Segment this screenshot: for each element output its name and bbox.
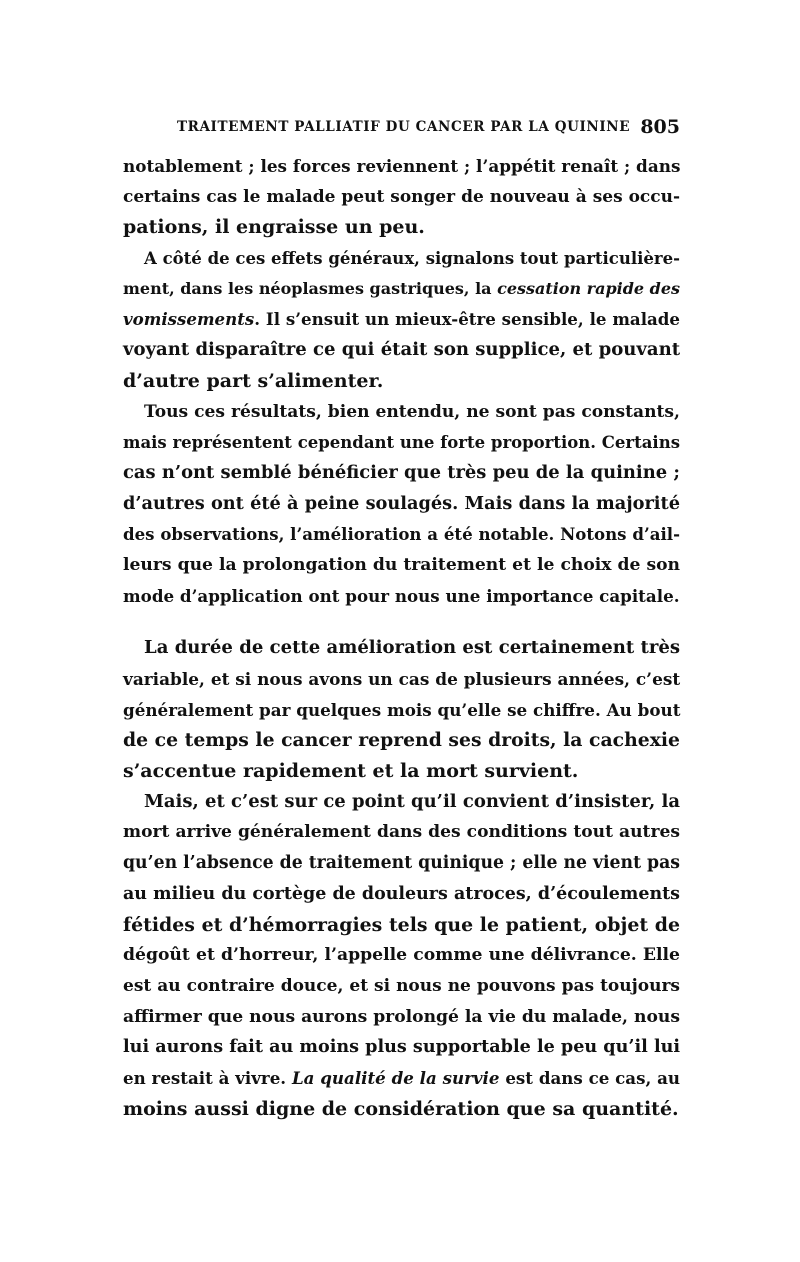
text-line: Mais, et c’est sur ce point qu’il convient d’insister, la (144, 790, 681, 812)
text-line: notablement ; les forces reviennent ; l’appétit renaît ; dans (123, 156, 681, 176)
paragraph-4 (123, 633, 680, 786)
text-line (123, 274, 680, 305)
text-line: qu’en l’absence de traitement quinique ; elle ne vient pas (123, 853, 680, 874)
text-run: . Il s’ensuit un mieux-être sensible, le malade (254, 309, 680, 330)
text-line: d’autres ont été à peine soulagés. Mais dans la majorité (123, 492, 680, 514)
page-number: 805 (640, 116, 680, 138)
text-line: mode d’application ont pour nous une importance capitale. (123, 585, 680, 606)
emphasis-text: La qualité de la survie (291, 1067, 500, 1088)
text-line: mais représentent cependant une forte proportion. Certains (123, 432, 680, 453)
text-line: cas n’ont semblé bénéficier que très peu de la quinine ; (123, 461, 680, 483)
text-line: certains cas le malade peut songer de nouveau à ses occu- (123, 186, 680, 207)
emphasis-text: vomissements (123, 309, 255, 330)
text-line: affirmer que nous aurons prolongé la vie du malade, nous (123, 1006, 680, 1027)
text-line: La durée de cette amélioration est certainement très (144, 637, 680, 659)
text-line: est au contraire douce, et si nous ne pouvons pas toujours (123, 975, 680, 996)
text-line (123, 1063, 680, 1094)
paragraph-gap (123, 611, 680, 633)
text-line: Tous ces résultats, bien entendu, ne sont pas constants, (144, 401, 680, 422)
body-text (123, 151, 680, 1124)
text-line: variable, et si nous avons un cas de plusieurs années, c’est (123, 669, 681, 689)
text-line: A côté de ces effets généraux, signalons tout particulière- (144, 248, 680, 269)
text-run: en restait à vivre. (123, 1067, 292, 1088)
text-line: d’autre part s’alimenter. (123, 369, 384, 392)
text-line: leurs que la prolongation du traitement et le choix de son (123, 554, 680, 575)
text-line: dégoût et d’horreur, l’appelle comme une délivrance. Elle (123, 945, 680, 966)
paragraph-2 (123, 243, 680, 396)
page-header (177, 116, 680, 142)
text-line: mort arrive généralement dans des conditions tout autres (123, 822, 680, 843)
text-line: au milieu du cortège de douleurs atroces, d’écoulements (123, 883, 680, 904)
text-line (123, 304, 680, 335)
text-line: généralement par quelques mois qu’elle se chiffre. Au bout (123, 699, 681, 720)
text-line: lui aurons fait au moins plus supportable le peu qu’il lui (123, 1036, 681, 1058)
text-line: moins aussi digne de considération que sa quantité. (123, 1097, 679, 1120)
paragraph-1 (123, 151, 680, 243)
text-line: s’accentue rapidement et la mort survient. (123, 760, 579, 783)
text-line: voyant disparaître ce qui était son supplice, et pouvant (123, 339, 681, 361)
paragraph-3 (123, 397, 680, 612)
text-line: fétides et d’hémorragies tels que le patient, objet de (123, 913, 680, 936)
text-run: ment, dans les néoplasmes gastriques, la (123, 278, 498, 298)
text-line: des observations, l’amélioration a été notable. Notons d’ail- (123, 524, 680, 545)
running-title: TRAITEMENT PALLIATIF DU CANCER PAR LA QUININE (177, 119, 631, 135)
text-run: est dans ce cas, au (499, 1067, 680, 1088)
text-line: de ce temps le cancer reprend ses droits, la cachexie (123, 729, 680, 752)
paragraph-5 (123, 787, 680, 1125)
emphasis-text: cessation rapide des (497, 278, 680, 298)
text-line: pations, il engraisse un peu. (123, 216, 425, 239)
